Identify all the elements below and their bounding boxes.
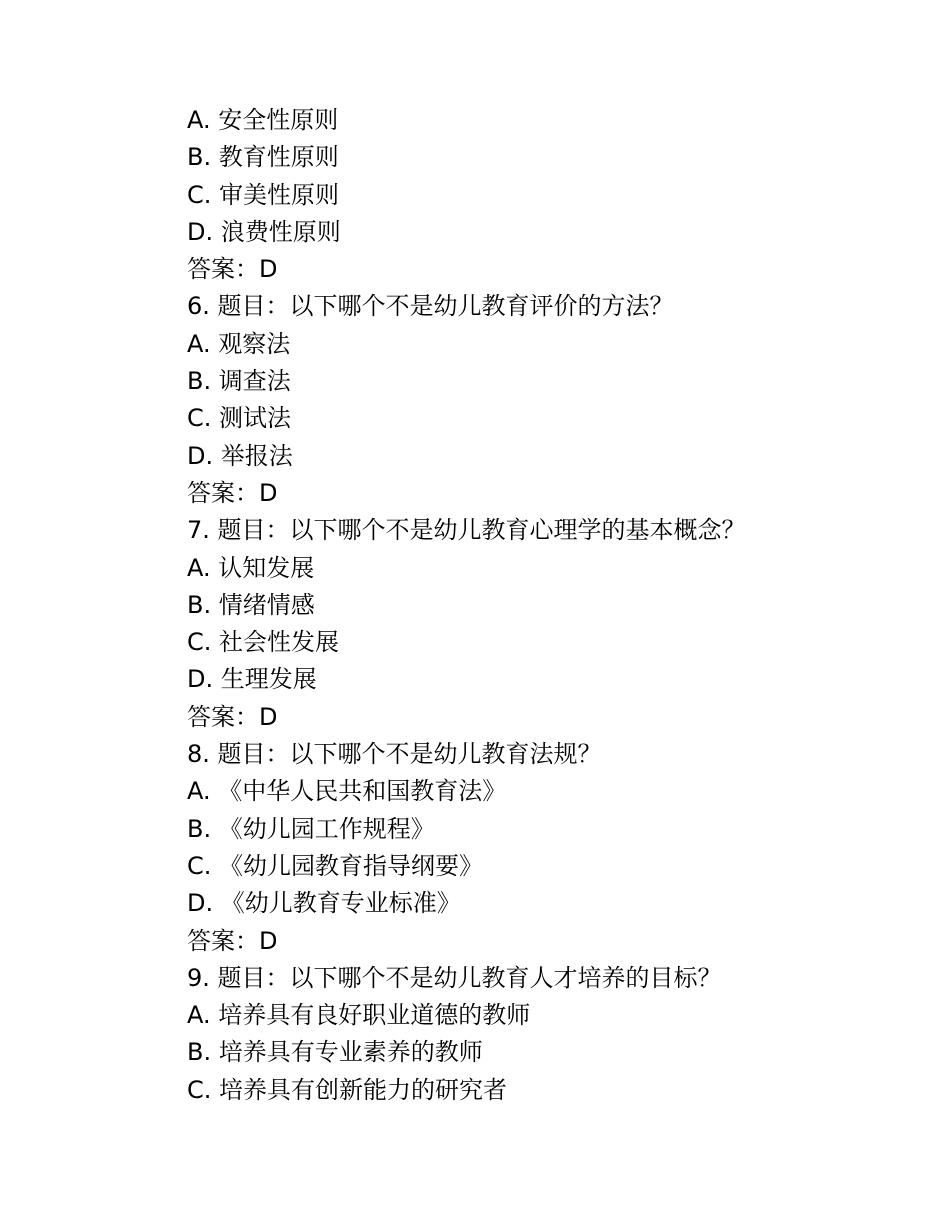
option-line: C. 测试法 (187, 404, 292, 433)
option-line: D. 举报法 (187, 441, 293, 470)
option-line: D. 《幼儿教育专业标准》 (187, 889, 461, 918)
option-line: C. 审美性原则 (187, 180, 340, 209)
option-line: C. 《幼儿园教育指导纲要》 (187, 851, 484, 880)
option-line: A. 《中华人民共和国教育法》 (187, 777, 507, 806)
option-line: D. 生理发展 (187, 665, 317, 694)
answer-line: 答案：D (187, 926, 278, 955)
question-line: 8. 题目：以下哪个不是幼儿教育法规？ (187, 740, 602, 769)
answer-line: 答案：D (187, 255, 278, 284)
question-line: 6. 题目：以下哪个不是幼儿教育评价的方法？ (187, 292, 674, 321)
answer-line: 答案：D (187, 478, 278, 507)
option-line: C. 社会性发展 (187, 628, 340, 657)
option-line: B. 培养具有专业素养的教师 (187, 1038, 483, 1067)
option-line: B. 调查法 (187, 367, 291, 396)
option-line: B. 《幼儿园工作规程》 (187, 814, 435, 843)
question-line: 7. 题目：以下哪个不是幼儿教育心理学的基本概念？ (187, 516, 746, 545)
option-line: C. 培养具有创新能力的研究者 (187, 1075, 508, 1104)
option-line: A. 安全性原则 (187, 106, 339, 134)
document-page (187, 102, 887, 1109)
option-line: B. 教育性原则 (187, 143, 339, 172)
option-line: D. 浪费性原则 (187, 217, 341, 246)
option-line: A. 培养具有良好职业道德的教师 (187, 1001, 531, 1030)
option-line: B. 情绪情感 (187, 590, 315, 619)
option-line: A. 认知发展 (187, 553, 315, 582)
question-line: 9. 题目：以下哪个不是幼儿教育人才培养的目标？ (187, 963, 722, 992)
option-line: A. 观察法 (187, 329, 291, 358)
answer-line: 答案：D (187, 702, 278, 731)
